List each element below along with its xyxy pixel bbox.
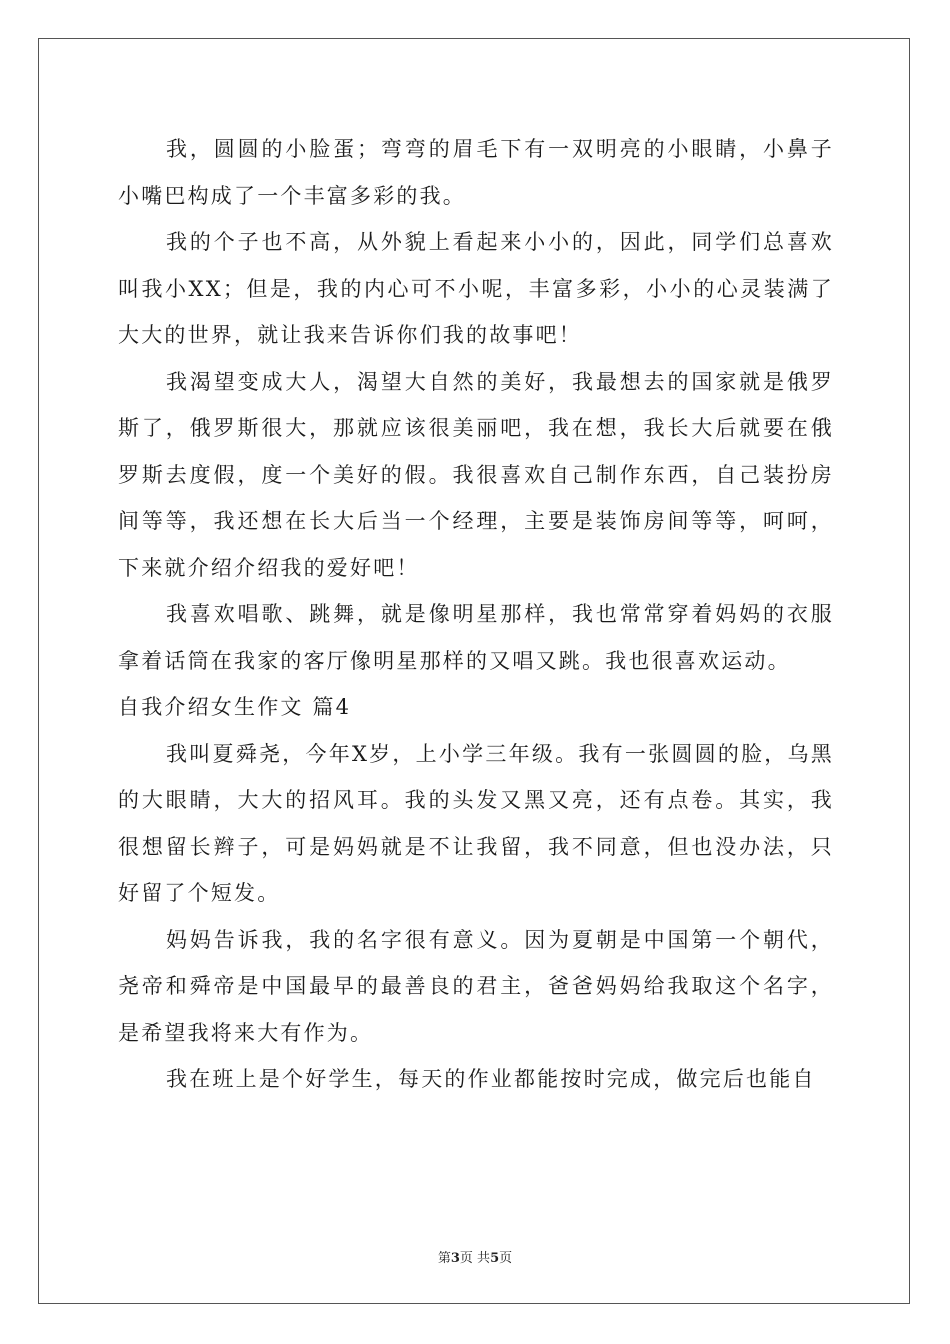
paragraph: 我渴望变成大人，渴望大自然的美好，我最想去的国家就是俄罗斯了，俄罗斯很大，那就应该很美丽吧，我在想，我长大后就要在俄罗斯去度假，度一个美好的假。我很喜欢自己制作东西，自己装扮房间等等，我还想在长大后当一个经理，主要是装饰房间等等，呵呵，下来就介绍介绍我的爱好吧！ [118, 369, 834, 580]
footer-page-total: 5 [490, 1251, 500, 1266]
paragraph: 我，圆圆的小脸蛋；弯弯的眉毛下有一双明亮的小眼睛，小鼻子小嘴巴构成了一个丰富多彩的我。 [118, 137, 834, 208]
footer-page-prefix: 第 [437, 1251, 451, 1266]
paragraph: 妈妈告诉我，我的名字很有意义。因为夏朝是中国第一个朝代，尧帝和舜帝是中国最早的最善良的君主，爸爸妈妈给我取这个名字，是希望我将来大有作为。 [118, 927, 834, 1045]
document-body [118, 126, 834, 1103]
page-footer [0, 1247, 950, 1266]
paragraph: 我喜欢唱歌、跳舞，就是像明星那样，我也常常穿着妈妈的衣服拿着话筒在我家的客厅像明星那样的又唱又跳。我也很喜欢运动。 [118, 602, 834, 673]
paragraph: 我的个子也不高，从外貌上看起来小小的，因此，同学们总喜欢叫我小XX；但是，我的内心可不小呢，丰富多彩，小小的心灵装满了大大的世界，就让我来告诉你们我的故事吧！ [118, 230, 834, 347]
footer-page-number: 3 [450, 1251, 460, 1266]
footer-page-mid: 页 共 [459, 1251, 491, 1266]
paragraph: 我叫夏舜尧，今年X岁，上小学三年级。我有一张圆圆的脸，乌黑的大眼睛，大大的招风耳。我的头发又黑又亮，还有点卷。其实，我很想留长辫子，可是妈妈就是不让我留，我不同意，但也没办法，只好留了个短发。 [118, 741, 834, 905]
paragraph: 我在班上是个好学生，每天的作业都能按时完成，做完后也能自 [166, 1067, 816, 1091]
section-heading: 自我介绍女生作文 篇4 [118, 695, 352, 719]
footer-page-suffix: 页 [499, 1251, 513, 1266]
